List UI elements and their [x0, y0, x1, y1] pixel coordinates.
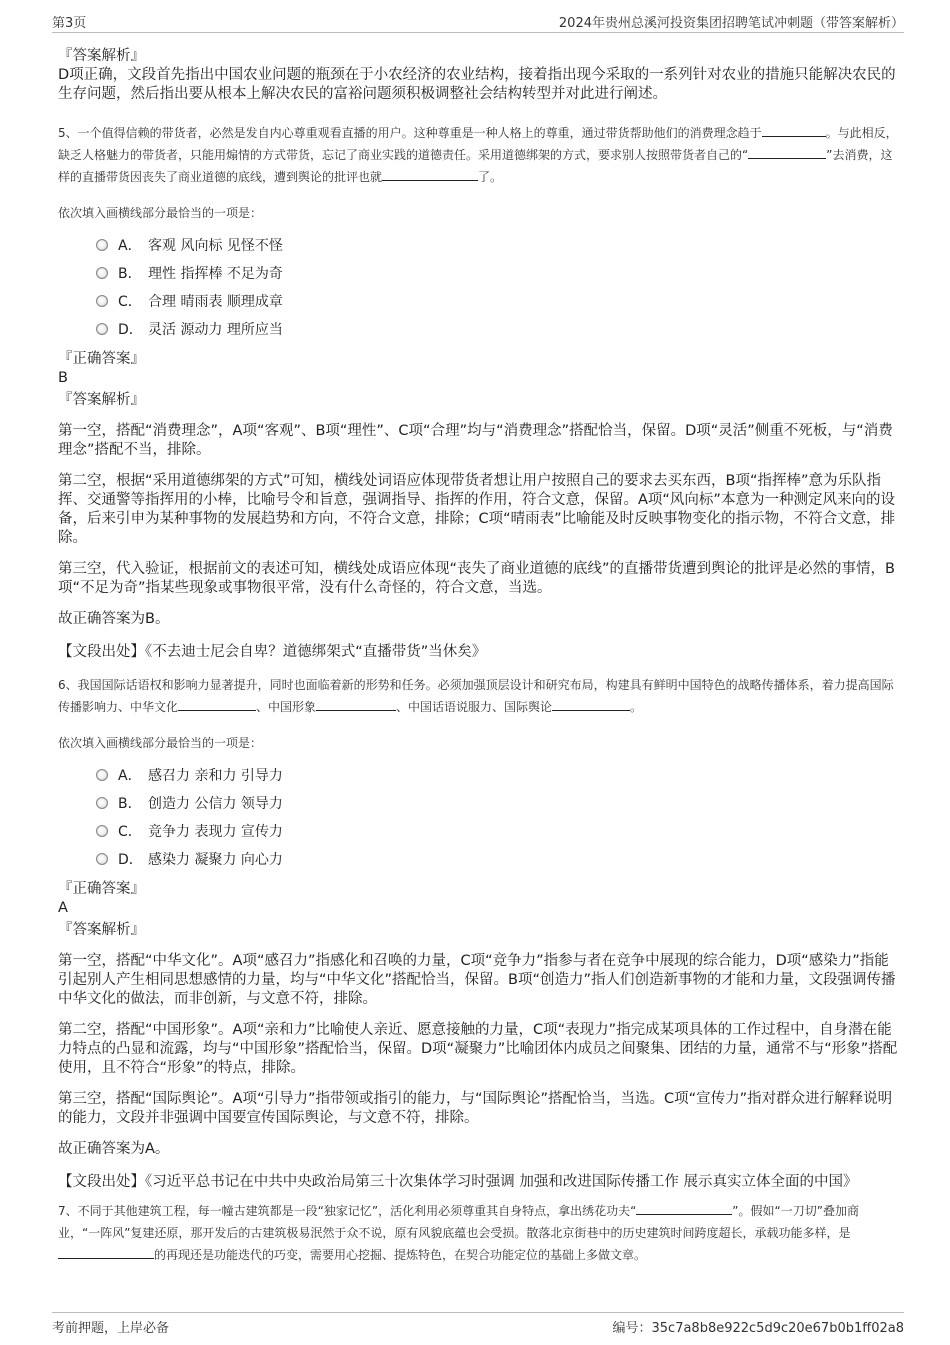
option-a[interactable]: [96, 231, 900, 259]
correct-answer-heading: 『正确答案』: [58, 881, 145, 897]
document-title: 2024年贵州总溪河投资集团招聘笔试冲刺题（带答案解析）: [558, 16, 904, 31]
radio-circle-icon[interactable]: [96, 853, 108, 865]
analysis-paragraph: 第一空，搭配“消费理念”，A项“客观”、B项“理性”、C项“合理”均与“消费理念”搭配恰当，保留。D项“灵活”侧重不死板，与“消费理念”搭配不当，排除。: [58, 423, 893, 458]
source-label: 【文段出处】: [58, 644, 145, 660]
option-text: 感染力 凝聚力 向心力: [148, 852, 283, 868]
question-5: [58, 122, 900, 662]
question-6: [58, 674, 900, 1192]
option-b[interactable]: [96, 259, 900, 287]
option-text: 灵活 源动力 理所应当: [148, 322, 283, 338]
analysis-heading: 『答案解析』: [58, 392, 145, 408]
option-text: 感召力 亲和力 引导力: [148, 768, 283, 784]
option-letter: A．: [118, 238, 142, 254]
correct-answer-value: A: [58, 900, 68, 916]
fill-blank: [762, 124, 826, 137]
page-number: 第3页: [52, 16, 87, 31]
option-letter: B．: [118, 796, 142, 812]
radio-circle-icon[interactable]: [96, 295, 108, 307]
analysis-heading: 『答案解析』: [58, 48, 145, 64]
analysis-paragraph: 第二空，搭配“中国形象”。A项“亲和力”比喻使人亲近、愿意接触的力量，C项“表现力”指完成某项具体的工作过程中，自身潜在能力特点的凸显和流露，均与“中国形象”搭配恰当，保留。D项“凝聚力”比喻团体内成员之间聚集、团结的力量，通常不与“形象”搭配使用，且不符合“形象”的特点，排除。: [58, 1022, 898, 1076]
question-text-segment: ”。假如“一刀切”叠加商业，“一阵风”复建还原，那开发后的古建筑极易泯然于众不说，原有风貌底蕴也会受损。散落北京街巷中的历史建筑时间跨度超长，承载功能多样，是: [58, 1204, 859, 1240]
analysis-paragraph: 第三空，代入验证，根据前文的表述可知，横线处成语应体现“丧失了商业道德的底线”的直播带货遭到舆论的批评是必然的事情，B项“不足为奇”指某些现象或事物很平常，没有什么奇怪的，符合文意，当选。: [58, 561, 895, 596]
question-7: [58, 1200, 900, 1266]
option-list: [58, 761, 900, 873]
question-text: [58, 674, 900, 718]
analysis-paragraph: D项正确，文段首先指出中国农业问题的瓶颈在于小农经济的农业结构，接着指出现今采取的一系列针对农业的措施只能解决农民的生存问题，然后指出要从根本上解决农民的富裕问题须积极调整社会结构转型并对此进行阐述。: [58, 67, 896, 102]
source-title: 《习近平总书记在中共中央政治局第三十次集体学习时强调 加强和改进国际传播工作 展示真实立体全面的中国》: [145, 1174, 858, 1190]
option-text: 理性 指挥棒 不足为奇: [148, 266, 283, 282]
question-text-segment: 。: [630, 700, 643, 714]
radio-circle-icon[interactable]: [96, 797, 108, 809]
radio-circle-icon[interactable]: [96, 769, 108, 781]
question-text-segment: 7、不同于其他建筑工程，每一幢古建筑都是一段“独家记忆”，活化利用必须尊重其自身特点，拿出绣花功夫“: [58, 1204, 637, 1218]
fill-blank: [58, 1246, 154, 1259]
analysis-paragraph: 第二空，根据“采用道德绑架的方式”可知，横线处词语应体现带货者想让用户按照自己的要求去买东西，B项“指挥棒”意为乐队指挥、交通警等指挥用的小棒，比喻号令和旨意，强调指导、指挥的作用，符合文意，保留。A项“风向标”本意为一种测定风来向的设备，后来引申为某种事物的发展趋势和方向，不符合文意，排除；C项“晴雨表”比喻能及时反映事物变化的指示物，不符合文意，排除。: [58, 473, 896, 546]
option-text: 合理 晴雨表 顺理成章: [148, 294, 283, 310]
analysis-heading: 『答案解析』: [58, 922, 145, 938]
fill-blank: [178, 698, 256, 711]
main-content: [58, 46, 900, 1266]
analysis-paragraph: 第三空，搭配“国际舆论”。A项“引导力”指带领或指引的能力，与“国际舆论”搭配恰当，当选。C项“宣传力”指对群众进行解释说明的能力，文段并非强调中国要宣传国际舆论，与文意不符，排除。: [58, 1091, 893, 1126]
question-text-segment: 、中国形象: [256, 700, 317, 714]
fill-blank: [552, 698, 630, 711]
footer-slogan: 考前押题，上岸必备: [52, 1321, 170, 1336]
page-header: [52, 10, 904, 33]
question-text-segment: ”去消费，这样的直播带货因丧失了商业道德的底线，遭到舆论的批评也就: [58, 148, 893, 184]
question-text-segment: 。与此相反，缺乏人格魅力的带货者，只能用煽情的方式带货，忘记了商业实践的道德责任。采用道德绑架的方式，要求别人按照带货者自己的“: [58, 126, 898, 162]
question-text-segment: 的再现还是功能迭代的巧变，需要用心挖掘、提炼特色，在契合功能定位的基础上多做文章。: [154, 1248, 647, 1262]
question-text: [58, 1200, 900, 1266]
option-text: 创造力 公信力 领导力: [148, 796, 283, 812]
correct-answer-value: B: [58, 370, 68, 386]
analysis-conclusion: 故正确答案为A。: [58, 1141, 170, 1157]
radio-circle-icon[interactable]: [96, 323, 108, 335]
correct-answer-heading: 『正确答案』: [58, 351, 145, 367]
source-title: 《不去迪士尼会自卑？道德绑架式“直播带货”当休矣》: [145, 644, 487, 660]
radio-circle-icon[interactable]: [96, 825, 108, 837]
option-text: 竞争力 表现力 宣传力: [148, 824, 283, 840]
source-citation: [58, 643, 900, 662]
question-prompt: 依次填入画横线部分最恰当的一项是：: [58, 206, 263, 220]
question-text-segment: 6、我国国际话语权和影响力显著提升，同时也面临着新的形势和任务。必须加强顶层设计和研究布局，构建具有鲜明中国特色的战略传播体系，着力提高国际传播影响力、中华文化: [58, 678, 894, 714]
question-text-segment: 、中国话语说服力、国际舆论: [396, 700, 553, 714]
option-letter: B．: [118, 266, 142, 282]
question-prompt: 依次填入画横线部分最恰当的一项是：: [58, 736, 263, 750]
option-list: [58, 231, 900, 343]
option-a[interactable]: [96, 761, 900, 789]
analysis-paragraph: 第一空，搭配“中华文化”。A项“感召力”指感化和召唤的力量，C项“竞争力”指参与者在竞争中展现的综合能力，D项“感染力”指能引起别人产生相同思想感情的力量，均与“中华文化”搭配恰当，保留。B项“创造力”指人们创造新事物的才能和力量，文段强调传播中华文化的做法，而非创新，与文意不符，排除。: [58, 953, 896, 1007]
option-text: 客观 风向标 见怪不怪: [148, 238, 283, 254]
radio-circle-icon[interactable]: [96, 267, 108, 279]
option-letter: C．: [118, 824, 142, 840]
question-text: [58, 122, 900, 188]
question-text-segment: 了。: [478, 170, 503, 184]
document-id: 编号：35c7a8b8e922c5d9c20e67b0b1ff02a8: [612, 1321, 904, 1336]
radio-circle-icon[interactable]: [96, 239, 108, 251]
analysis-conclusion: 故正确答案为B。: [58, 611, 170, 627]
source-label: 【文段出处】: [58, 1174, 145, 1190]
question-text-segment: 5、一个值得信赖的带货者，必然是发自内心尊重观看直播的用户。这种尊重是一种人格上的尊重，通过带货帮助他们的消费理念趋于: [58, 126, 762, 140]
option-d[interactable]: [96, 845, 900, 873]
option-letter: C．: [118, 294, 142, 310]
source-citation: [58, 1173, 900, 1192]
fill-blank: [316, 698, 396, 711]
option-letter: D．: [118, 852, 143, 868]
option-c[interactable]: [96, 817, 900, 845]
option-c[interactable]: [96, 287, 900, 315]
option-letter: D．: [118, 322, 143, 338]
page-footer: [52, 1312, 904, 1337]
option-letter: A．: [118, 768, 142, 784]
option-b[interactable]: [96, 789, 900, 817]
fill-blank: [382, 168, 478, 181]
fill-blank: [748, 146, 826, 159]
fill-blank: [636, 1202, 732, 1215]
option-d[interactable]: [96, 315, 900, 343]
